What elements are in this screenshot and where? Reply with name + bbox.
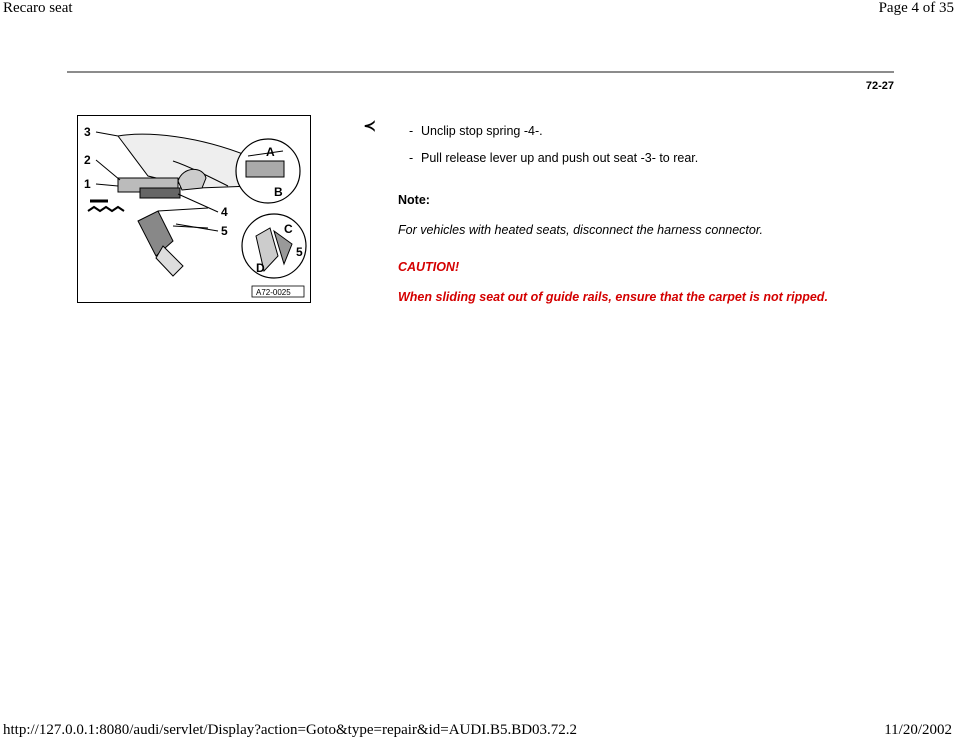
- callout-2: 2: [84, 153, 91, 167]
- step-1-text: Unclip stop spring -4-.: [421, 124, 543, 138]
- callout-5b: 5: [296, 245, 303, 259]
- callout-3: 3: [84, 125, 91, 139]
- step-2: - Pull release lever up and push out seat -3- to rear.: [409, 151, 699, 165]
- page-indicator: Page 4 of 35: [878, 0, 954, 16]
- callout-1: 1: [84, 177, 91, 191]
- callout-A: A: [266, 145, 275, 159]
- footer-url-link[interactable]: http://127.0.0.1:8080/audi/servlet/Display?action=Goto&type=repair&id=AUDI.B5.BD03.72.2: [3, 722, 578, 738]
- figure-pointer-icon: ≺: [363, 118, 377, 135]
- document-title: Recaro seat: [3, 0, 73, 16]
- step-1: - Unclip stop spring -4-.: [409, 124, 543, 138]
- figure-code: A72-0025: [256, 288, 291, 297]
- seat-removal-illustration: [77, 115, 311, 303]
- footer-date: 11/20/2002: [884, 722, 952, 738]
- caution-body: When sliding seat out of guide rails, ensure that the carpet is not ripped.: [398, 290, 828, 304]
- callout-D: D: [256, 261, 265, 275]
- header-divider: [67, 71, 894, 73]
- callout-C: C: [284, 222, 293, 236]
- callout-4: 4: [221, 205, 228, 219]
- caution-title: CAUTION!: [398, 260, 460, 274]
- note-body: For vehicles with heated seats, disconnect the harness connector.: [398, 223, 764, 237]
- note-title: Note:: [398, 193, 430, 207]
- step-2-text: Pull release lever up and push out seat -3- to rear.: [421, 151, 699, 165]
- section-page-number: 72-27: [865, 80, 894, 92]
- callout-B: B: [274, 185, 283, 199]
- callout-5: 5: [221, 224, 228, 238]
